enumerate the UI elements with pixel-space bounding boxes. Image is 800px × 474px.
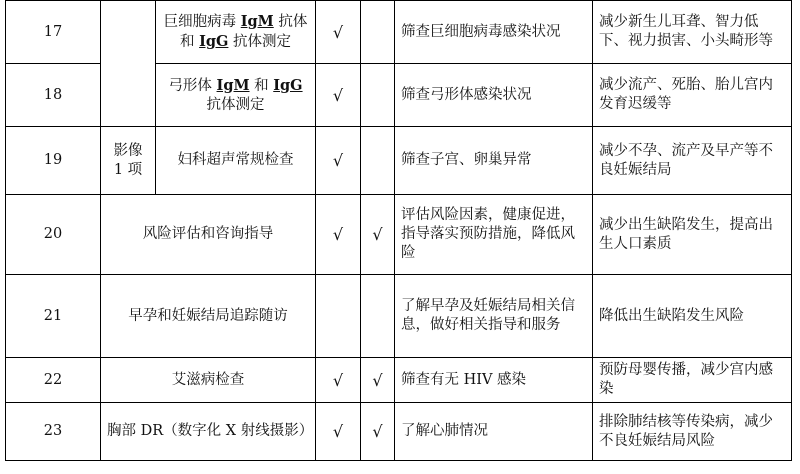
check-mark: √: [316, 127, 361, 195]
check-mark: √: [316, 403, 361, 461]
purpose-cell: 了解心肺情况: [395, 403, 593, 461]
row-number: 18: [6, 64, 101, 127]
item-text-bold: IgG: [273, 76, 303, 94]
check-mark: √: [361, 195, 395, 275]
meaning-cell: 减少不孕、流产及早产等不良妊娠结局: [593, 127, 792, 195]
purpose-cell: 评估风险因素，健康促进，指导落实预防措施，降低风险: [395, 195, 593, 275]
item-text-bold: IgM: [216, 76, 250, 94]
item-name: 妇科超声常规检查: [156, 127, 316, 195]
check-mark: [361, 275, 395, 358]
meaning-cell: 降低出生缺陷发生风险: [593, 275, 792, 358]
item-name: [156, 1, 316, 64]
table-row: [6, 403, 792, 461]
meaning-cell: 排除肺结核等传染病，减少不良妊娠结局风险: [593, 403, 792, 461]
meaning-cell: 预防母婴传播，减少宫内感染: [593, 358, 792, 403]
purpose-cell: 筛查子宫、卵巢异常: [395, 127, 593, 195]
meaning-cell: 减少新生儿耳聋、智力低下、视力损害、小头畸形等: [593, 1, 792, 64]
meaning-cell: 减少出生缺陷发生，提高出生人口素质: [593, 195, 792, 275]
item-name: 艾滋病检查: [101, 358, 316, 403]
category-cell: 影像 1 项: [101, 127, 156, 195]
check-mark: [316, 275, 361, 358]
meaning-cell: 减少流产、死胎、胎儿宫内发育迟缓等: [593, 64, 792, 127]
check-mark: √: [361, 358, 395, 403]
check-mark: [361, 1, 395, 64]
check-mark: [361, 64, 395, 127]
item-name: 胸部 DR（数字化 X 射线摄影）: [101, 403, 316, 461]
row-number: 22: [6, 358, 101, 403]
check-mark: [361, 127, 395, 195]
table-row: [6, 195, 792, 275]
item-name: 早孕和妊娠结局追踪随访: [101, 275, 316, 358]
check-mark: √: [316, 195, 361, 275]
item-text: 抗体测定: [228, 34, 292, 50]
purpose-cell: 筛查巨细胞病毒感染状况: [395, 1, 593, 64]
item-text: 和: [249, 77, 274, 94]
purpose-cell: 了解早孕及妊娠结局相关信息，做好相关指导和服务: [395, 275, 593, 358]
exam-items-table: [5, 0, 791, 474]
check-mark: √: [316, 64, 361, 127]
check-mark: √: [316, 358, 361, 403]
row-number: 17: [6, 1, 101, 64]
item-text-bold: IgG: [199, 33, 229, 50]
item-text-bold: IgM: [240, 13, 274, 30]
item-name: 风险评估和咨询指导: [101, 195, 316, 275]
check-mark: √: [316, 1, 361, 64]
purpose-cell: 筛查有无 HIV 感染: [395, 358, 593, 403]
item-name: [156, 64, 316, 127]
row-number: 20: [6, 195, 101, 275]
row-number: 19: [6, 127, 101, 195]
purpose-cell: 筛查弓形体感染状况: [395, 64, 593, 127]
check-mark: √: [361, 403, 395, 461]
row-number: 23: [6, 403, 101, 461]
table-row: [6, 275, 792, 358]
table-row: [6, 1, 792, 64]
row-number: 21: [6, 275, 101, 358]
table-row: [6, 358, 792, 403]
item-text: 抗体和: [179, 14, 308, 50]
category-cell: [101, 1, 156, 127]
item-text: 抗体测定: [206, 96, 265, 113]
table-row: [6, 127, 792, 195]
item-text: 巨细胞病毒: [163, 14, 241, 30]
item-text: 弓形体: [168, 77, 217, 94]
